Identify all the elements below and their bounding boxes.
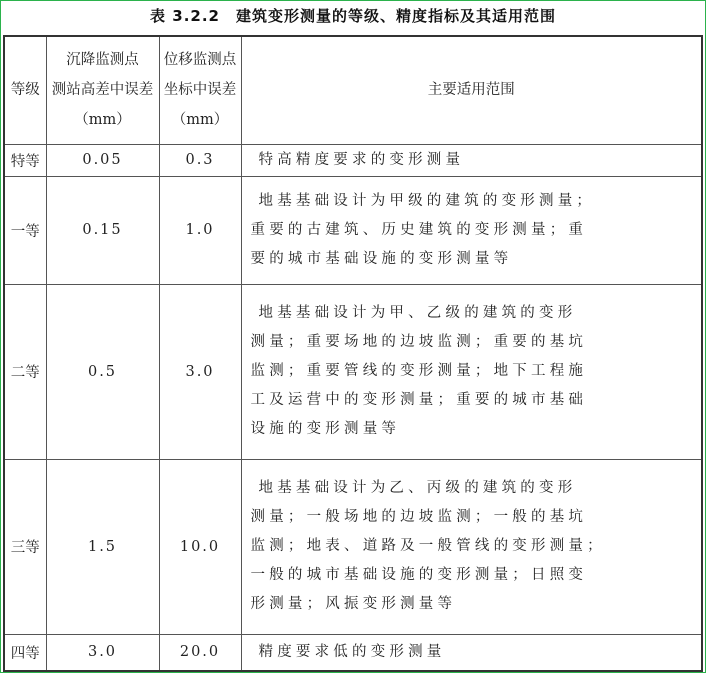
scope-cell [241,144,702,176]
scope-line: 设施的变形测量等 [250,421,401,437]
scope-line: 重要的古建筑、历史建筑的变形测量；重 [250,221,588,238]
scope-line: 精度要求低的变形测量 [258,643,446,660]
grade-cell: 特等 [4,144,46,176]
header-scope: 主要适用范围 [241,36,702,144]
settlement-error-cell: 0.05 [46,144,159,176]
scope-cell [241,634,702,671]
displacement-error-cell: 20.0 [159,634,241,671]
scope-line: 要的城市基础设施的变形测量等 [250,250,513,267]
grade-cell: 四等 [4,634,46,671]
scope-line: 地基基础设计为甲级的建筑的变形测量； [258,192,596,209]
header-displacement [159,36,241,144]
displacement-error-cell: 10.0 [159,459,241,634]
table-row [4,176,702,284]
grade-table [3,35,703,672]
scope-line: 形测量；风振变形测量等 [250,596,457,612]
header-displacement-line: 位移监测点 [163,52,237,69]
scope-line: 测量；重要场地的边坡监测；重要的基坑 [250,334,588,350]
header-settlement-line: 沉降监测点 [66,52,139,69]
header-settlement-line: 测站高差中误差 [51,82,154,99]
grade-cell: 一等 [4,176,46,284]
scope-line: 工及运营中的变形测量；重要的城市基础 [250,392,588,408]
header-grade: 等级 [4,36,46,144]
header-displacement-line: 坐标中误差 [163,82,237,99]
scope-cell [241,176,702,284]
header-row [4,36,702,144]
table-row [4,634,702,671]
settlement-error-cell: 0.15 [46,176,159,284]
table-title: 表 3.2.2 建筑变形测量的等级、精度指标及其适用范围 [150,7,556,25]
displacement-error-cell: 0.3 [159,144,241,176]
scope-line: 一般的城市基础设施的变形测量；日照变 [250,567,588,583]
settlement-error-cell: 1.5 [46,459,159,634]
scope-line: 地基基础设计为甲、乙级的建筑的变形 [258,305,577,321]
grade-cell: 三等 [4,459,46,634]
scope-cell [241,284,702,459]
scope-line: 地基基础设计为乙、丙级的建筑的变形 [258,480,577,496]
header-settlement [46,36,159,144]
scope-cell [241,459,702,634]
settlement-error-cell: 3.0 [46,634,159,671]
header-settlement-line: （mm） [74,112,131,129]
table-row [4,144,702,176]
displacement-error-cell: 3.0 [159,284,241,459]
displacement-error-cell: 1.0 [159,176,241,284]
table-row [4,459,702,634]
scope-line: 监测；地表、道路及一般管线的变形测量； [250,538,606,554]
scope-line: 特高精度要求的变形测量 [258,151,465,168]
settlement-error-cell: 0.5 [46,284,159,459]
grade-cell: 二等 [4,284,46,459]
table-row [4,284,702,459]
header-displacement-line: （mm） [171,112,229,129]
scope-line: 测量；一般场地的边坡监测；一般的基坑 [250,509,588,525]
scope-line: 监测；重要管线的变形测量；地下工程施 [250,363,588,379]
